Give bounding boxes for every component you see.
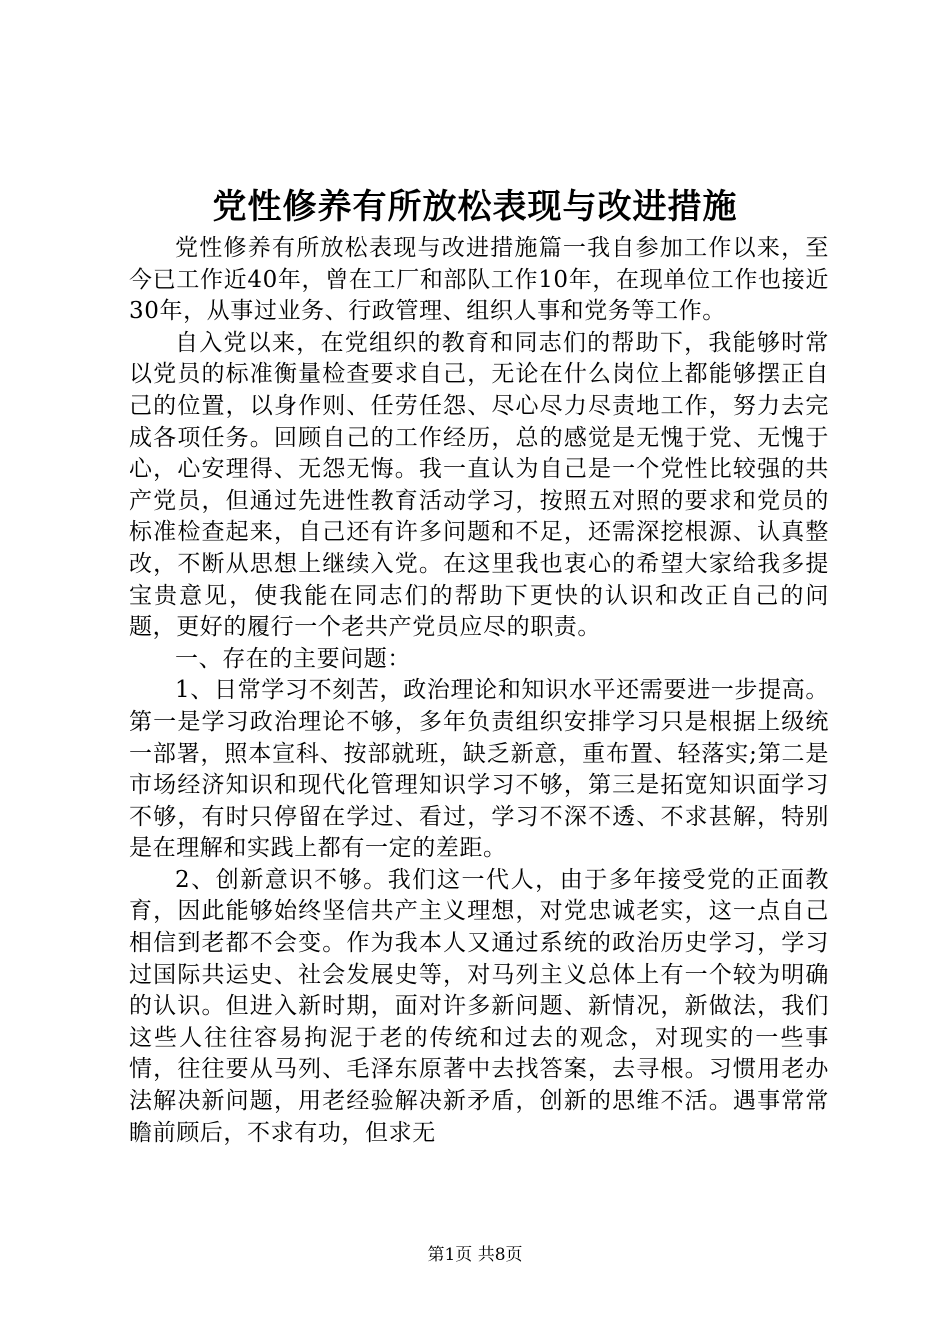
page-number-footer: 第1页 共8页 xyxy=(427,1245,523,1265)
document-title: 党性修养有所放松表现与改进措施 xyxy=(212,187,738,227)
paragraph-self-assessment: 自入党以来，在党组织的教育和同志们的帮助下，我能够时常以党员的标准衡量检查要求自己，无论在什么岗位上都能够摆正自己的位置，以身作则、任劳任怨、尽心尽力尽责地工作，努力去完成各项任务。回顾自己的工作经历，总的感觉是无愧于党、无愧于心，心安理得、无怨无悔。我一直认为自己是一个党性比较强的共产党员，但通过先进性教育活动学习，按照五对照的要求和党员的标准检查起来，自己还有许多问题和不足，还需深挖根源、认真整改，不断从思想上继续入党。在这里我也衷心的希望大家给我多提宝贵意见，使我能在同志们的帮助下更快的认识和改正自己的问题，更好的履行一个老共产党员应尽的职责。 xyxy=(129,329,829,641)
paragraph-problem-1: 1、日常学习不刻苦，政治理论和知识水平还需要进一步提高。第一是学习政治理论不够，多年负责组织安排学习只是根据上级统一部署，照本宣科、按部就班，缺乏新意，重布置、轻落实;第二是市场经济知识和现代化管理知识学习不够，第三是拓宽知识面学习不够，有时只停留在学过、看过，学习不深不透、不求甚解，特别是在理解和实践上都有一定的差距。 xyxy=(129,677,829,862)
section-heading-problems: 一、存在的主要问题： xyxy=(175,645,411,672)
paragraph-intro: 党性修养有所放松表现与改进措施篇一我自参加工作以来，至今已工作近40年，曾在工厂和部队工作10年，在现单位工作也接近30年，从事过业务、行政管理、组织人事和党务等工作。 xyxy=(129,235,829,325)
document-body xyxy=(129,233,829,1149)
paragraph-problem-2: 2、创新意识不够。我们这一代人，由于多年接受党的正面教育，因此能够始终坚信共产主义理想，对党忠诚老实，这一点自己相信到老都不会变。作为我本人又通过系统的政治历史学习，学习过国际共运史、社会发展史等，对马列主义总体上有一个较为明确的认识。但进入新时期，面对许多新问题、新情况，新做法，我们这些人往往容易拘泥于老的传统和过去的观念，对现实的一些事情，往往要从马列、毛泽东原著中去找答案，去寻根。习惯用老办法解决新问题，用老经验解决新矛盾，创新的思维不活。遇事常常瞻前顾后，不求有功，但求无 xyxy=(129,866,829,1146)
